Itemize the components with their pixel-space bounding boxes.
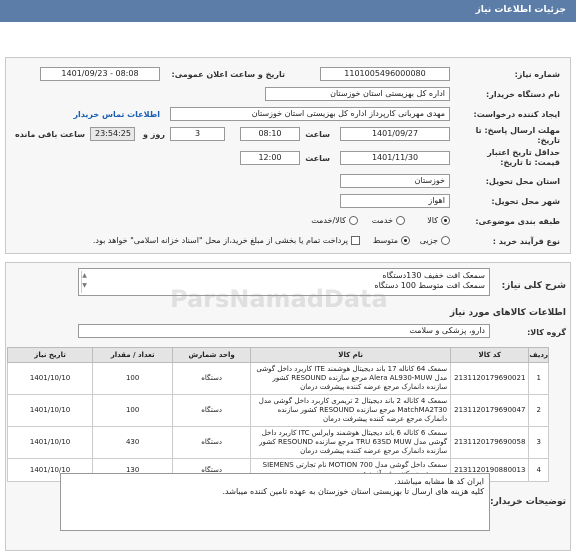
deadline-time-label: ساعت xyxy=(305,130,330,139)
row-unit: دستگاه xyxy=(173,459,251,482)
radio-icon xyxy=(349,216,358,225)
purchase-type-label: نوع فرآیند خرید : xyxy=(492,237,560,246)
col-index: ردیف xyxy=(529,348,549,363)
radio-icon xyxy=(441,236,450,245)
category-goods-service-radio[interactable]: کالا/خدمت xyxy=(311,216,358,225)
buyer-notes-label: توضیحات خریدار: xyxy=(490,497,566,507)
announce-label: تاریخ و ساعت اعلان عمومی: xyxy=(171,70,285,79)
province-field: خوزستان xyxy=(340,174,450,188)
row-unit: دستگاه xyxy=(173,363,251,395)
buyer-org-label: نام دستگاه خریدار: xyxy=(486,90,560,99)
purchase-medium-radio[interactable]: متوسط xyxy=(373,236,410,245)
announce-field: 1401/09/23 - 08:08 xyxy=(40,67,160,81)
row-code: 2131120179690058 xyxy=(451,427,529,459)
row-date: 1401/10/10 xyxy=(8,363,93,395)
row-name: سمعک 64 کاناله 17 باند دیجیتال هوشمند ITE کاربرد داخل گوشی مدل Alera AL930-MUW مرجع سازنده RESOUND کشور سازنده دانمارک مرجع عرضه کننده پیشرفت درمان xyxy=(251,363,451,395)
goods-group-field: دارو، پزشکی و سلامت xyxy=(78,324,490,338)
page-header: جزئیات اطلاعات نیاز xyxy=(0,0,576,22)
row-qty: 100 xyxy=(93,395,173,427)
watermark: ParsNamadData xyxy=(170,285,388,313)
row-name: سمعک 4 کاناله 2 باند دیجیتال 2 تریمری کاربرد داخل گوشی مدل MatchMA2T30 مرجع سازنده RESOUND کشور سازنده دانمارک مرجع عرضه کننده پیشرفت درمان xyxy=(251,395,451,427)
buyer-notes-line-1: ایران کد ها مشابه میباشند. xyxy=(394,477,484,486)
summary-line-1: سمعک افت خفیف 130دستگاه xyxy=(382,271,485,280)
table-row xyxy=(8,427,549,459)
city-field: اهواز xyxy=(340,194,450,208)
row-code: 2131120179690047 xyxy=(451,395,529,427)
category-service-radio[interactable]: خدمت xyxy=(372,216,405,225)
table-header-row xyxy=(8,348,549,363)
validity-date-field: 1401/11/30 xyxy=(340,151,450,165)
goods-table xyxy=(7,347,549,482)
row-index: 2 xyxy=(529,395,549,427)
radio-selected-icon xyxy=(401,236,410,245)
validity-label: حداقل تاریخ اعتبار قیمت: تا تاریخ: xyxy=(487,148,560,167)
goods-section-title: اطلاعات کالاهای مورد نیاز xyxy=(449,308,566,318)
need-number-field: 1101005496000080 xyxy=(320,67,450,81)
row-name: سمعک داخل گوشی مدل MOTION 700 نام تجارتی SIEMENS xyxy=(251,459,451,482)
deadline-time-field: 08:10 xyxy=(240,127,300,141)
validity-time-label: ساعت xyxy=(305,154,330,163)
deadline-label: مهلت ارسال پاسخ: تا تاریخ: xyxy=(475,126,560,145)
request-details-panel xyxy=(5,57,571,254)
treasury-checkbox[interactable]: پرداخت تمام یا بخشی از مبلغ خرید،از محل "اسناد خزانه اسلامی" خواهد بود. xyxy=(93,236,360,245)
table-row xyxy=(8,395,549,427)
scroll-arrows-icon[interactable]: ▲ ▼ xyxy=(81,271,87,293)
category-goods-radio[interactable]: کالا xyxy=(427,216,450,225)
col-qty: تعداد / مقدار xyxy=(93,348,173,363)
row-unit: دستگاه xyxy=(173,395,251,427)
row-index: 1 xyxy=(529,363,549,395)
row-unit: دستگاه xyxy=(173,427,251,459)
buyer-org-field: اداره کل بهزیستی استان خوزستان xyxy=(265,87,450,101)
radio-icon xyxy=(396,216,405,225)
days-label: روز و xyxy=(143,130,165,139)
col-code: کد کالا xyxy=(451,348,529,363)
row-qty: 130 xyxy=(93,459,173,482)
col-unit: واحد شمارش xyxy=(173,348,251,363)
row-index: 4 xyxy=(529,459,549,482)
remaining-time-field: 23:54:25 xyxy=(90,127,135,141)
row-index: 3 xyxy=(529,427,549,459)
need-number-label: شماره نیاز: xyxy=(514,70,560,79)
province-label: استان محل تحویل: xyxy=(485,177,560,186)
category-label: طبقه بندی موضوعی: xyxy=(475,217,560,226)
row-date: 1401/10/10 xyxy=(8,427,93,459)
row-code: 2131120179690021 xyxy=(451,363,529,395)
buyer-notes-box xyxy=(60,473,490,531)
remaining-label: ساعت باقی مانده xyxy=(14,130,85,139)
row-date: 1401/10/10 xyxy=(8,459,93,482)
checkbox-icon xyxy=(351,236,360,245)
row-qty: 430 xyxy=(93,427,173,459)
summary-label: شرح کلی نیاز: xyxy=(501,281,566,291)
days-field: 3 xyxy=(170,127,225,141)
row-name: سمعک 6 کاناله 6 باند دیجیتال هوشمند وایرلس ITC کاربرد داخل گوشی مدل TRU 63SD MUW مرجع سازنده RESOUND کشور سازنده دانمارک مرجع عرضه کننده پیشرفت درمان xyxy=(251,427,451,459)
goods-group-label: گروه کالا: xyxy=(527,328,566,337)
validity-time-field: 12:00 xyxy=(240,151,300,165)
col-name: نام کالا xyxy=(251,348,451,363)
radio-selected-icon xyxy=(441,216,450,225)
row-code: 2131120190880013 xyxy=(451,459,529,482)
purchase-minor-radio[interactable]: جزیی xyxy=(420,236,450,245)
col-date: تاریخ نیاز xyxy=(8,348,93,363)
buyer-notes-line-2: کلیه هزینه های ارسال تا بهزیستی استان خوزستان به عهده تامین کننده میباشد. xyxy=(222,487,484,496)
city-label: شهر محل تحویل: xyxy=(491,197,560,206)
summary-line-2: سمعک افت متوسط 100 دستگاه xyxy=(374,281,485,290)
table-row xyxy=(8,363,549,395)
contact-info-link[interactable]: اطلاعات تماس خریدار xyxy=(73,110,160,119)
row-date: 1401/10/10 xyxy=(8,395,93,427)
creator-field: مهدی مهربانی کارپرداز اداره کل بهزیستی استان خوزستان xyxy=(170,107,450,121)
creator-label: ایجاد کننده درخواست: xyxy=(473,110,560,119)
deadline-date-field: 1401/09/27 xyxy=(340,127,450,141)
row-qty: 100 xyxy=(93,363,173,395)
